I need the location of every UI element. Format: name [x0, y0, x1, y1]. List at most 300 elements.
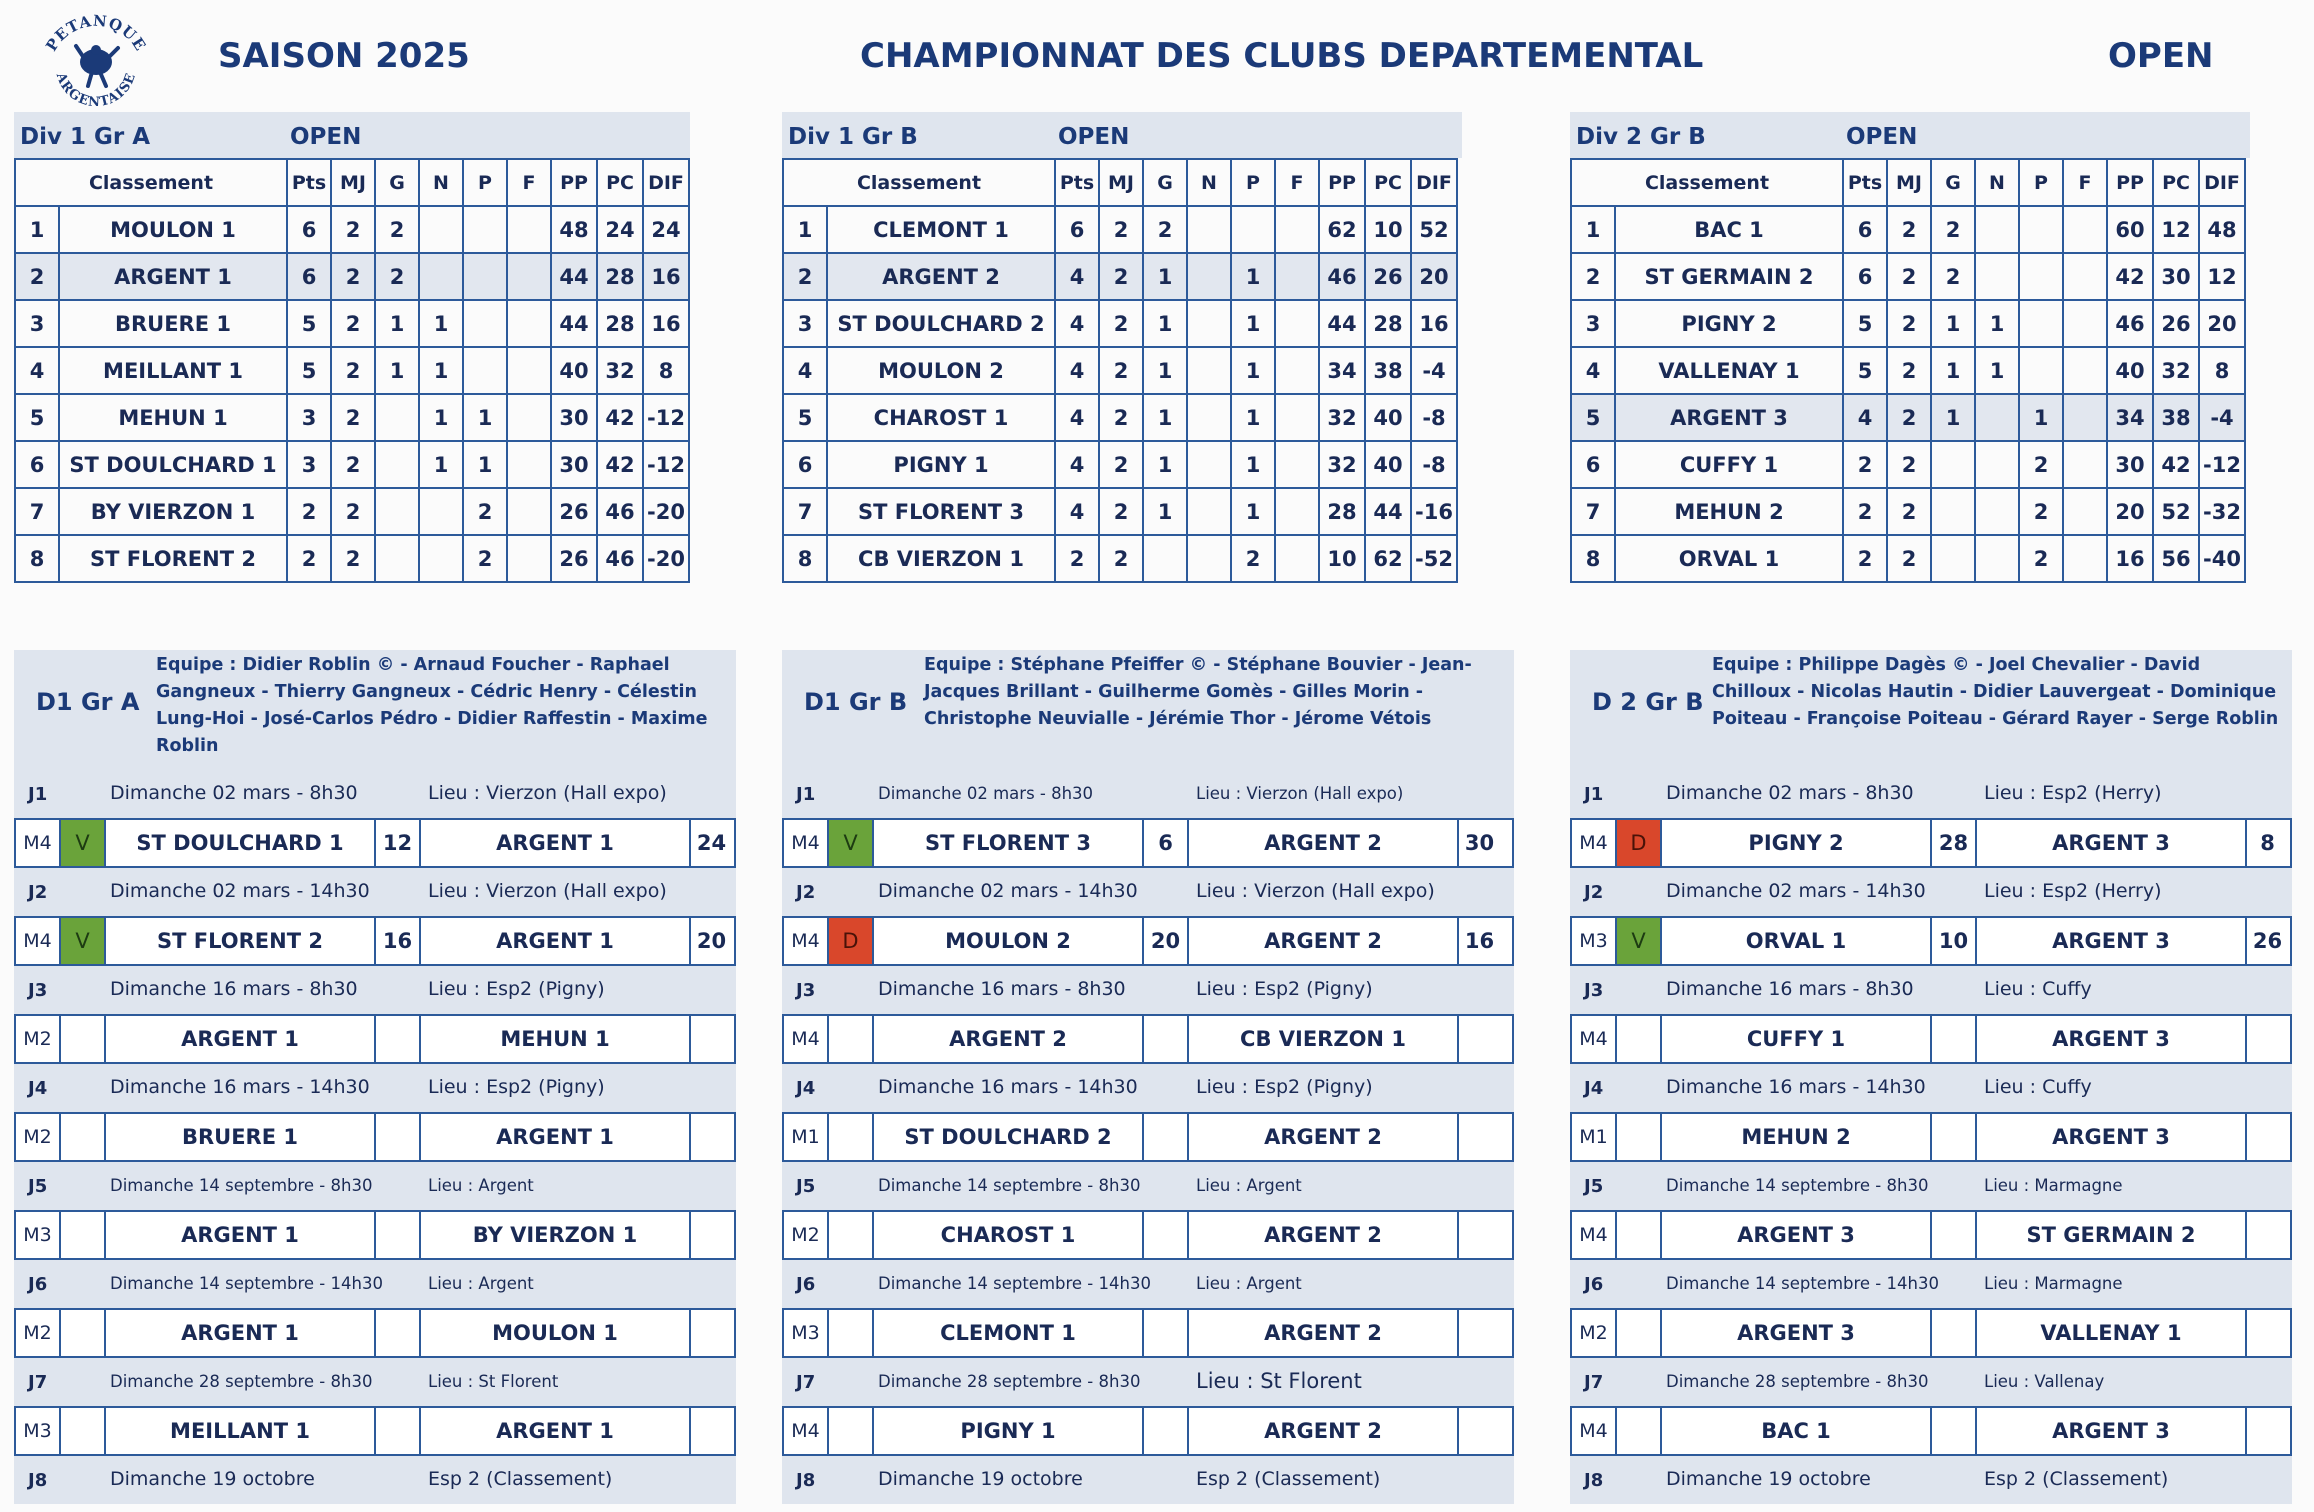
day-row — [782, 1064, 1514, 1112]
column-header: MJ — [1887, 159, 1931, 206]
table-cell: 28 — [597, 300, 643, 347]
table-cell — [375, 535, 419, 582]
table-cell: 2 — [1887, 394, 1931, 441]
home-score — [1144, 1114, 1189, 1160]
match-row — [1570, 1210, 2292, 1260]
match-row — [1570, 818, 2292, 868]
team-name: CUFFY 1 — [1615, 441, 1843, 488]
day-location: Lieu : Esp2 (Pigny) — [428, 978, 605, 1000]
table-cell: 12 — [2153, 206, 2199, 253]
column-header: N — [1975, 159, 2019, 206]
team-name: BRUERE 1 — [59, 300, 287, 347]
match-row — [14, 916, 736, 966]
table-row — [783, 300, 1457, 347]
day-row — [1570, 1260, 2292, 1308]
team-roster — [782, 650, 1514, 770]
table-cell: 2 — [1887, 347, 1931, 394]
table-cell — [2019, 347, 2063, 394]
column-header: PC — [597, 159, 643, 206]
table-cell: 26 — [551, 488, 597, 535]
table-cell: 8 — [2199, 347, 2245, 394]
day-row — [1570, 966, 2292, 1014]
home-team: ST DOULCHARD 2 — [874, 1114, 1144, 1160]
table-cell: 20 — [2107, 488, 2153, 535]
team-name: ARGENT 1 — [59, 253, 287, 300]
standings-header — [1570, 112, 2250, 158]
table-cell — [507, 253, 551, 300]
schedule-d1-grb — [782, 650, 1514, 1504]
table-cell: 8 — [783, 535, 827, 582]
away-score: 24 — [696, 831, 727, 855]
table-cell: -8 — [1411, 394, 1457, 441]
table-cell — [1275, 488, 1319, 535]
day-row — [782, 770, 1514, 818]
home-score: 6 — [1144, 820, 1189, 866]
table-cell: 2 — [463, 535, 507, 582]
away-team: CB VIERZON 1 — [1189, 1016, 1459, 1062]
team-name: MEILLANT 1 — [59, 347, 287, 394]
roster-text: Equipe : Didier Roblin © - Arnaud Foucher - Raphael Gangneux - Thierry Gangneux - Cédric Henry - Célestin Lung-Hoi - José-Carlos Pédro - Didier Raffestin - Maxime Roblin — [156, 655, 708, 756]
table-row — [15, 253, 689, 300]
table-cell: 46 — [597, 488, 643, 535]
table-cell: 2 — [2019, 441, 2063, 488]
table-cell — [1975, 394, 2019, 441]
table-cell: 4 — [15, 347, 59, 394]
standings-table — [14, 158, 690, 583]
result-badge — [829, 1408, 874, 1454]
table-cell: 2 — [2019, 535, 2063, 582]
match-code: M4 — [1572, 820, 1617, 866]
table-cell — [419, 253, 463, 300]
table-cell: 4 — [1055, 441, 1099, 488]
table-cell: 1 — [1231, 441, 1275, 488]
table-cell: 6 — [287, 253, 331, 300]
away-score — [691, 1114, 732, 1160]
table-cell: 1 — [2019, 394, 2063, 441]
table-cell: 12 — [2199, 253, 2245, 300]
table-row — [783, 441, 1457, 488]
day-row — [782, 1456, 1514, 1504]
match-row — [14, 1112, 736, 1162]
table-cell: 6 — [15, 441, 59, 488]
result-badge — [1617, 1408, 1662, 1454]
table-row — [783, 347, 1457, 394]
table-row — [1571, 488, 2245, 535]
team-name: MOULON 1 — [59, 206, 287, 253]
match-row — [782, 1210, 1514, 1260]
home-team: PIGNY 1 — [874, 1408, 1144, 1454]
table-cell — [419, 488, 463, 535]
day-row — [782, 868, 1514, 916]
table-cell: 2 — [1099, 347, 1143, 394]
table-cell: -12 — [643, 441, 689, 488]
match-code: M3 — [1572, 918, 1617, 964]
day-location: Lieu : Esp2 (Pigny) — [428, 1076, 605, 1098]
day-row — [14, 1358, 736, 1406]
home-team: MOULON 2 — [874, 918, 1144, 964]
result-badge: V — [61, 918, 106, 964]
day-number: J8 — [28, 1470, 48, 1491]
table-cell: 6 — [1055, 206, 1099, 253]
open-label: OPEN — [290, 124, 362, 150]
away-score — [691, 1310, 732, 1356]
table-cell: 2 — [1099, 253, 1143, 300]
table-cell — [1187, 347, 1231, 394]
home-score — [376, 1408, 421, 1454]
column-header: Classement — [15, 159, 287, 206]
column-header: DIF — [2199, 159, 2245, 206]
table-cell — [1187, 253, 1231, 300]
team-roster — [14, 650, 736, 770]
away-team: ARGENT 1 — [421, 1114, 691, 1160]
day-number: J6 — [1584, 1274, 1604, 1295]
table-cell — [419, 535, 463, 582]
column-header: P — [463, 159, 507, 206]
standings-header-row — [15, 159, 689, 206]
day-number: J3 — [1584, 980, 1604, 1001]
match-code: M4 — [1572, 1016, 1617, 1062]
table-cell: 38 — [2153, 394, 2199, 441]
day-date: Dimanche 14 septembre - 14h30 — [110, 1274, 383, 1293]
match-code: M4 — [1572, 1408, 1617, 1454]
table-cell — [2019, 253, 2063, 300]
table-cell: 1 — [463, 394, 507, 441]
day-row — [14, 1260, 736, 1308]
away-score: 8 — [2260, 831, 2275, 855]
home-score: 12 — [376, 820, 421, 866]
home-team: ST FLORENT 3 — [874, 820, 1144, 866]
table-cell: 26 — [2153, 300, 2199, 347]
table-cell: 40 — [551, 347, 597, 394]
day-location: Esp 2 (Classement) — [1196, 1468, 1381, 1490]
day-number: J7 — [796, 1372, 816, 1393]
table-cell: 8 — [15, 535, 59, 582]
day-location: Lieu : Marmagne — [1984, 1274, 2123, 1293]
result-badge — [1617, 1016, 1662, 1062]
column-header: Pts — [287, 159, 331, 206]
table-cell: 2 — [15, 253, 59, 300]
table-cell: 3 — [287, 394, 331, 441]
table-cell: 40 — [2107, 347, 2153, 394]
table-cell: 34 — [2107, 394, 2153, 441]
table-cell: 5 — [783, 394, 827, 441]
day-row — [14, 966, 736, 1014]
table-cell: 1 — [1231, 347, 1275, 394]
table-cell: 1 — [1931, 394, 1975, 441]
result-badge: V — [1617, 918, 1662, 964]
table-row — [783, 488, 1457, 535]
home-team: PIGNY 2 — [1662, 820, 1932, 866]
home-score — [1144, 1408, 1189, 1454]
table-row — [15, 441, 689, 488]
match-row — [782, 1014, 1514, 1064]
table-cell: 32 — [1319, 394, 1365, 441]
away-team: ARGENT 3 — [1977, 918, 2247, 964]
standings-header — [14, 112, 690, 158]
day-row — [782, 1162, 1514, 1210]
column-header: N — [419, 159, 463, 206]
team-name: ST DOULCHARD 1 — [59, 441, 287, 488]
open-label: OPEN — [2108, 36, 2214, 76]
home-score — [1932, 1310, 1977, 1356]
match-code: M4 — [16, 918, 61, 964]
away-score — [691, 1212, 732, 1258]
column-header: DIF — [643, 159, 689, 206]
home-score: 28 — [1932, 820, 1977, 866]
table-cell — [1143, 535, 1187, 582]
table-cell: 4 — [1055, 347, 1099, 394]
day-date: Dimanche 16 mars - 14h30 — [1666, 1076, 1926, 1098]
table-cell: 30 — [2107, 441, 2153, 488]
table-cell: 6 — [287, 206, 331, 253]
championship-title: CHAMPIONNAT DES CLUBS DEPARTEMENTAL — [860, 36, 1704, 76]
table-cell: 2 — [1099, 441, 1143, 488]
page-header — [0, 0, 2314, 110]
team-name: ARGENT 2 — [827, 253, 1055, 300]
season-title: SAISON 2025 — [218, 36, 470, 76]
table-cell — [2019, 300, 2063, 347]
group-label: Div 2 Gr B — [1576, 124, 1706, 150]
roster-text: Equipe : Stéphane Pfeiffer © - Stéphane Bouvier - Jean-Jacques Brillant - Guilherme Gomès - Gilles Morin - Christophe Neuvialle - Jérémie Thor - Jérome Vétois — [924, 655, 1472, 729]
table-cell — [1275, 300, 1319, 347]
day-number: J5 — [28, 1176, 48, 1197]
away-score — [2247, 1408, 2288, 1454]
table-cell — [2063, 300, 2107, 347]
day-date: Dimanche 28 septembre - 8h30 — [110, 1372, 373, 1391]
schedule-d2-grb — [1570, 650, 2292, 1504]
table-cell: 52 — [2153, 488, 2199, 535]
table-row — [1571, 206, 2245, 253]
team-roster — [1570, 650, 2292, 770]
away-team: BY VIERZON 1 — [421, 1212, 691, 1258]
match-code: M2 — [16, 1310, 61, 1356]
table-cell: 1 — [1231, 394, 1275, 441]
table-cell — [507, 206, 551, 253]
away-score — [2247, 1114, 2288, 1160]
result-badge — [829, 1212, 874, 1258]
away-team: ARGENT 2 — [1189, 1310, 1459, 1356]
day-number: J1 — [28, 784, 48, 805]
table-cell: 30 — [551, 441, 597, 488]
day-number: J5 — [796, 1176, 816, 1197]
table-cell: 7 — [783, 488, 827, 535]
home-score — [1144, 1016, 1189, 1062]
day-date: Dimanche 28 septembre - 8h30 — [878, 1372, 1141, 1391]
day-date: Dimanche 19 octobre — [1666, 1468, 1871, 1490]
table-cell: 2 — [1887, 253, 1931, 300]
away-score — [1459, 1310, 1500, 1356]
table-row — [1571, 253, 2245, 300]
table-cell — [2019, 206, 2063, 253]
day-number: J8 — [796, 1470, 816, 1491]
day-number: J2 — [796, 882, 816, 903]
day-date: Dimanche 14 septembre - 14h30 — [1666, 1274, 1939, 1293]
table-cell: 24 — [643, 206, 689, 253]
table-cell: 1 — [375, 347, 419, 394]
match-row — [14, 1308, 736, 1358]
match-code: M1 — [784, 1114, 829, 1160]
day-number: J6 — [796, 1274, 816, 1295]
day-number: J3 — [28, 980, 48, 1001]
table-cell — [1931, 488, 1975, 535]
table-cell: 1 — [419, 441, 463, 488]
day-number: J8 — [1584, 1470, 1604, 1491]
table-row — [15, 488, 689, 535]
team-name: CB VIERZON 1 — [827, 535, 1055, 582]
day-location: Lieu : Vierzon (Hall expo) — [428, 782, 667, 804]
match-code: M2 — [16, 1016, 61, 1062]
day-row — [1570, 1358, 2292, 1406]
table-cell: 4 — [1055, 300, 1099, 347]
away-team: ARGENT 1 — [421, 1408, 691, 1454]
table-cell: 2 — [331, 206, 375, 253]
group-label: Div 1 Gr B — [788, 124, 918, 150]
table-row — [783, 253, 1457, 300]
table-cell — [507, 441, 551, 488]
away-team: VALLENAY 1 — [1977, 1310, 2247, 1356]
day-number: J2 — [28, 882, 48, 903]
table-cell: 1 — [1231, 253, 1275, 300]
home-team: MEILLANT 1 — [106, 1408, 376, 1454]
table-cell: -20 — [643, 535, 689, 582]
table-cell: 20 — [1411, 253, 1457, 300]
table-cell: 2 — [1099, 488, 1143, 535]
column-header: MJ — [331, 159, 375, 206]
home-score — [376, 1114, 421, 1160]
table-cell: 2 — [1887, 300, 1931, 347]
table-cell: 5 — [1843, 300, 1887, 347]
table-cell: 26 — [551, 535, 597, 582]
team-name: ORVAL 1 — [1615, 535, 1843, 582]
day-location: Lieu : Marmagne — [1984, 1176, 2123, 1195]
home-score — [376, 1212, 421, 1258]
match-code: M4 — [784, 1408, 829, 1454]
table-cell: 30 — [551, 394, 597, 441]
group-label: Div 1 Gr A — [20, 124, 151, 150]
standings-table — [1570, 158, 2246, 583]
group-label: D1 Gr A — [36, 688, 140, 716]
table-cell: 2 — [331, 488, 375, 535]
home-score: 10 — [1932, 918, 1977, 964]
day-row — [1570, 1064, 2292, 1112]
column-header: F — [507, 159, 551, 206]
day-location: Lieu : Argent — [428, 1274, 534, 1293]
day-date: Dimanche 14 septembre - 14h30 — [878, 1274, 1151, 1293]
table-cell: 32 — [2153, 347, 2199, 394]
home-team: BAC 1 — [1662, 1408, 1932, 1454]
table-cell: 1 — [783, 206, 827, 253]
result-badge — [1617, 1310, 1662, 1356]
column-header: P — [1231, 159, 1275, 206]
home-team: ARGENT 3 — [1662, 1212, 1932, 1258]
table-cell — [1975, 253, 2019, 300]
away-score: 26 — [2252, 929, 2283, 953]
match-row — [1570, 1112, 2292, 1162]
team-name: ST GERMAIN 2 — [1615, 253, 1843, 300]
team-name: MEHUN 1 — [59, 394, 287, 441]
match-row — [14, 1406, 736, 1456]
day-number: J3 — [796, 980, 816, 1001]
away-score: 20 — [696, 929, 727, 953]
table-cell — [507, 300, 551, 347]
result-badge — [61, 1212, 106, 1258]
table-cell: 40 — [1365, 394, 1411, 441]
result-badge — [61, 1408, 106, 1454]
svg-text:ARGENTAISE — [52, 70, 139, 110]
day-location: Lieu : St Florent — [1196, 1369, 1362, 1393]
result-badge — [829, 1310, 874, 1356]
table-cell — [2063, 488, 2107, 535]
match-row — [1570, 1014, 2292, 1064]
day-location: Lieu : Argent — [428, 1176, 534, 1195]
home-score — [1144, 1212, 1189, 1258]
away-team: ARGENT 3 — [1977, 1114, 2247, 1160]
table-row — [783, 535, 1457, 582]
match-row — [782, 818, 1514, 868]
table-cell: 62 — [1365, 535, 1411, 582]
day-location: Lieu : Esp2 (Pigny) — [1196, 1076, 1373, 1098]
table-cell — [2063, 206, 2107, 253]
table-cell: 28 — [1365, 300, 1411, 347]
table-cell: 40 — [1365, 441, 1411, 488]
table-cell: 1 — [1143, 394, 1187, 441]
table-cell: 2 — [1887, 488, 1931, 535]
day-row — [782, 1358, 1514, 1406]
day-number: J6 — [28, 1274, 48, 1295]
table-cell — [1275, 441, 1319, 488]
home-score — [376, 1016, 421, 1062]
team-name: ST DOULCHARD 2 — [827, 300, 1055, 347]
table-cell — [1275, 394, 1319, 441]
table-cell: 4 — [1055, 394, 1099, 441]
team-name: CHAROST 1 — [827, 394, 1055, 441]
day-date: Dimanche 16 mars - 8h30 — [878, 978, 1126, 1000]
result-badge: D — [829, 918, 874, 964]
team-name: ARGENT 3 — [1615, 394, 1843, 441]
home-score: 20 — [1144, 918, 1189, 964]
table-cell: 2 — [1099, 535, 1143, 582]
team-name: PIGNY 1 — [827, 441, 1055, 488]
standings-div1-grb — [782, 112, 1462, 583]
standings-header-row — [1571, 159, 2245, 206]
day-date: Dimanche 19 octobre — [878, 1468, 1083, 1490]
table-cell — [507, 488, 551, 535]
team-name: BY VIERZON 1 — [59, 488, 287, 535]
away-score: 30 — [1464, 831, 1495, 855]
table-cell — [1931, 535, 1975, 582]
table-cell: 16 — [1411, 300, 1457, 347]
away-score — [2247, 1016, 2288, 1062]
table-row — [1571, 300, 2245, 347]
table-cell: 1 — [1931, 347, 1975, 394]
table-cell — [507, 394, 551, 441]
table-cell — [1275, 206, 1319, 253]
table-cell: 34 — [1319, 347, 1365, 394]
table-cell: 1 — [375, 300, 419, 347]
away-team: ARGENT 2 — [1189, 1408, 1459, 1454]
table-cell — [1275, 535, 1319, 582]
table-cell: 4 — [1055, 253, 1099, 300]
day-date: Dimanche 16 mars - 8h30 — [1666, 978, 1914, 1000]
home-score — [376, 1310, 421, 1356]
table-cell: 2 — [2019, 488, 2063, 535]
day-date: Dimanche 14 septembre - 8h30 — [110, 1176, 373, 1195]
away-score: 16 — [1464, 929, 1495, 953]
table-cell — [2063, 253, 2107, 300]
table-cell — [375, 394, 419, 441]
match-row — [782, 1308, 1514, 1358]
day-row — [14, 1064, 736, 1112]
